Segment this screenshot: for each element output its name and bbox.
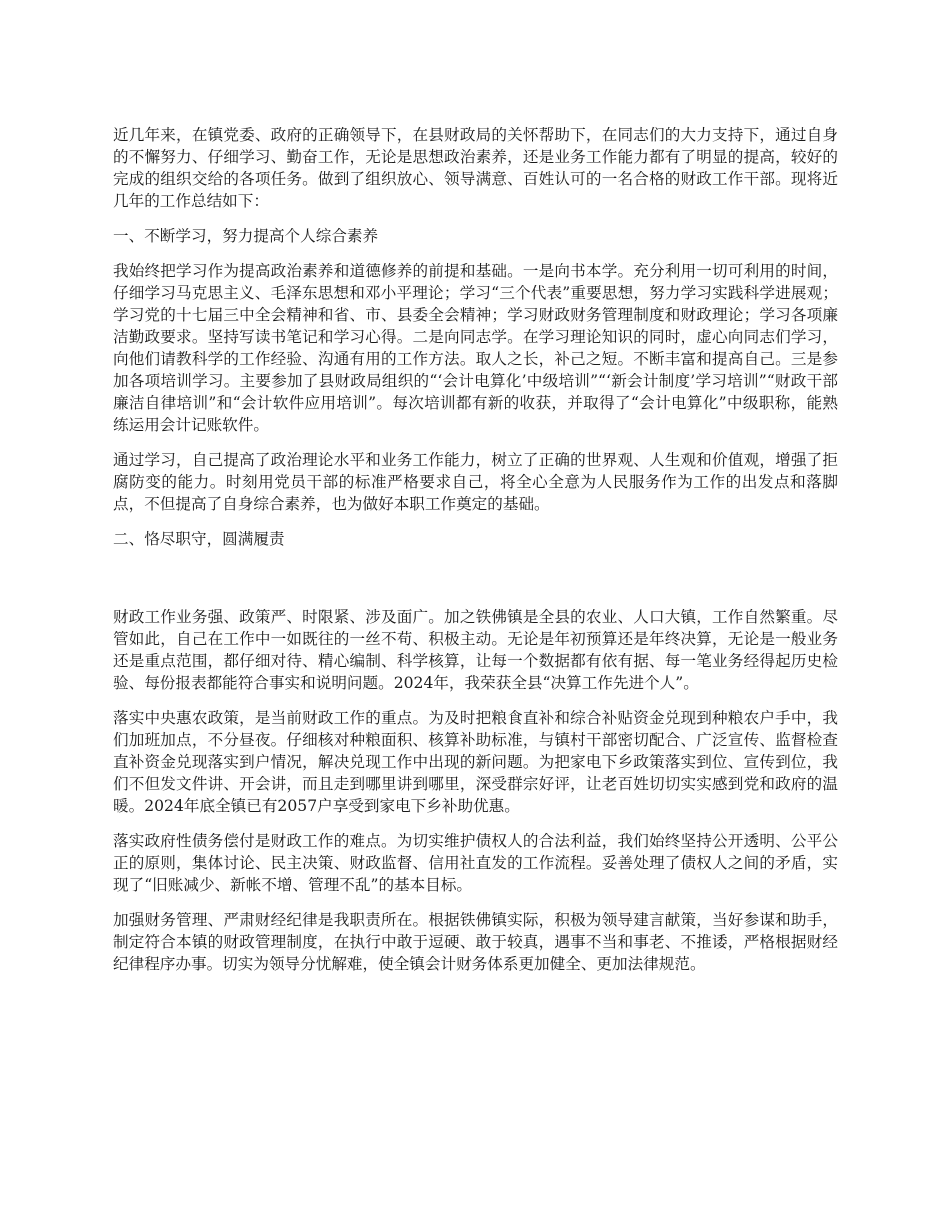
section-2-paragraph-2: 落实中央惠农政策，是当前财政工作的重点。为及时把粮食直补和综合补贴资金兑现到种粮农户手中，我们加班加点，不分昼夜。仔细核对种粮面积、核算补助标准，与镇村干部密切配合、广泛宣传、监督检查直补资金兑现落实到户情况，解决兑现工作中出现的新问题。为把家电下乡政策落实到位、宣传到位，我们不但发文件讲、开会讲，而且走到哪里讲到哪里，深受群宗好评，让老百姓切切实实感到党和政府的温暖。2024年底全镇已有2057户享受到家电下乡补助优惠。 [113, 709, 838, 815]
intro-paragraph: 近几年来，在镇党委、政府的正确领导下，在县财政局的关怀帮助下，在同志们的大力支持下，通过自身的不懈努力、仔细学习、勤奋工作，无论是思想政治素养，还是业务工作能力都有了明显的提高，较好的完成的组织交给的各项任务。做到了组织放心、领导满意、百姓认可的一名合格的财政工作干部。现将近几年的工作总结如下： [113, 126, 838, 210]
section-2-paragraph-3: 落实政府性债务偿付是财政工作的难点。为切实维护债权人的合法利益，我们始终坚持公开透明、公平公正的原则，集体讨论、民主决策、财政监督、信用社直发的工作流程。妥善处理了债权人之间的矛盾，实现了“旧账减少、新帐不增、管理不乱”的基本目标。 [113, 832, 838, 894]
section-2-heading: 二、恪尽职守，圆满履责 [113, 530, 285, 548]
section-2-paragraph-1: 财政工作业务强、政策严、时限紧、涉及面广。加之铁佛镇是全县的农业、人口大镇，工作自然繁重。尽管如此，自己在工作中一如既往的一丝不苟、积极主动。无论是年初预算还是年终决算，无论是一般业务还是重点范围，都仔细对待、精心编制、科学核算，让每一个数据都有依有据、每一笔业务经得起历史检验、每份报表都能符合事实和说明问题。2024年，我荣获全县“决算工作先进个人”。 [113, 608, 838, 692]
section-1-paragraph-1: 我始终把学习作为提高政治素养和道德修养的前提和基础。一是向书本学。充分利用一切可利用的时间，仔细学习马克思主义、毛泽东思想和邓小平理论；学习“三个代表”重要思想，努力学习实践科学进展观；学习党的十七届三中全会精神和省、市、县委全会精神；学习财政财务管理制度和财政理论；学习各项廉洁勤政要求。坚持写读书笔记和学习心得。二是向同志学。在学习理论知识的同时，虚心向同志们学习，向他们请教科学的工作经验、沟通有用的工作方法。取人之长，补己之短。不断丰富和提高自己。三是参加各项培训学习。主要参加了县财政局组织的“‘会计电算化’中级培训”“‘新会计制度’学习培训”“财政干部廉洁自律培训”和“会计软件应用培训”。每次培训都有新的收获，并取得了“会计电算化”中级职称，能熟练运用会计记账软件。 [113, 262, 838, 434]
section-2-paragraph-4: 加强财务管理、严肃财经纪律是我职责所在。根据铁佛镇实际，积极为领导建言献策，当好参谋和助手，制定符合本镇的财政管理制度，在执行中敢于逗硬、敢于较真，遇事不当和事老、不推诿，严格根据财经纪律程序办事。切实为领导分忧解难，使全镇会计财务体系更加健全、更加法律规范。 [113, 911, 838, 973]
blank-gap [113, 563, 838, 606]
section-1-heading: 一、不断学习，努力提高个人综合素养 [113, 227, 379, 245]
section-1-paragraph-2: 通过学习，自己提高了政治理论水平和业务工作能力，树立了正确的世界观、人生观和价值观，增强了拒腐防变的能力。时刻用党员干部的标准严格要求自己，将全心全意为人民服务作为工作的出发点和落脚点，不但提高了自身综合素养，也为做好本职工作奠定的基础。 [113, 451, 838, 513]
